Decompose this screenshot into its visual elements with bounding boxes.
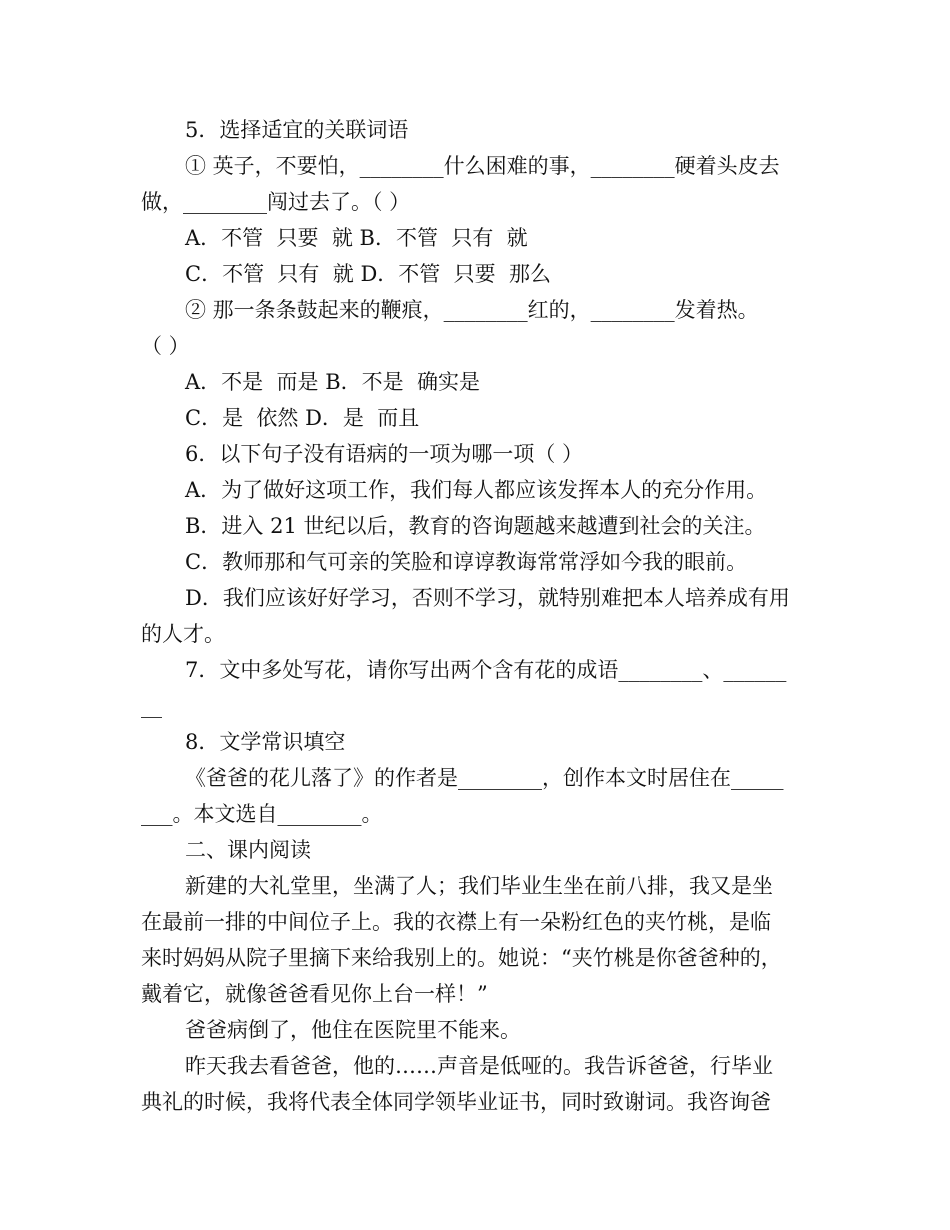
section-heading-reading: 二、课内阅读 [185, 838, 311, 862]
question-5-heading: 5．选择适宜的关联词语 [185, 118, 409, 142]
question-8-fill-in-continued: ___。本文选自________。 [141, 802, 383, 826]
question-8-fill-in: 《爸爸的花儿落了》的作者是________，创作本文时居住在_____ [185, 766, 784, 790]
question-5-item-1-options-cd: C．不管 只有 就 D．不管 只要 那么 [185, 262, 551, 286]
reading-paragraph-2: 爸爸病倒了，他住在医院里不能来。 [185, 1018, 521, 1042]
question-8-heading: 8．文学常识填空 [185, 730, 346, 754]
question-6-option-d: D．我们应该好好学习，否则不学习，就特别难把本人培养成有用 [185, 586, 790, 610]
reading-paragraph-1-line-4: 戴着它，就像爸爸看见你上台一样！” [141, 982, 488, 1006]
reading-paragraph-1-line-3: 来时妈妈从院子里摘下来给我别上的。她说：“夹竹桃是你爸爸种的， [141, 946, 782, 970]
question-6-heading: 6．以下句子没有语病的一项为哪一项（ ） [185, 442, 584, 466]
question-6-option-a: A．为了做好这项工作，我们每人都应该发挥本人的充分作用。 [185, 478, 768, 502]
question-6-option-b: B．进入 21 世纪以后，教育的咨询题越来越遭到社会的关注。 [185, 514, 766, 538]
reading-paragraph-3-line-1: 昨天我去看爸爸，他的……声音是低哑的。我告诉爸爸，行毕业 [185, 1054, 773, 1078]
question-5-item-2: ② 那一条条鼓起来的鞭痕，________红的，________发着热。 [185, 298, 759, 322]
question-7: 7．文中多处写花，请你写出两个含有花的成语________、______ [185, 658, 787, 682]
question-7-blank-continued: __ [141, 694, 162, 718]
reading-paragraph-1-line-2: 在最前一排的中间位子上。我的衣襟上有一朵粉红色的夹竹桃，是临 [141, 910, 771, 934]
question-5-item-1-options-ab: A．不管 只要 就 B．不管 只有 就 [185, 226, 528, 250]
question-5-item-2-options-ab: A．不是 而是 B．不是 确实是 [185, 370, 480, 394]
question-5-item-1: ① 英子，不要怕，________什么困难的事，________硬着头皮去 [185, 154, 780, 178]
question-6-option-d-continued: 的人才。 [141, 622, 225, 646]
question-5-item-1-continued: 做，________闯过去了。（ ） [141, 190, 411, 214]
reading-paragraph-1-line-1: 新建的大礼堂里，坐满了人；我们毕业生坐在前八排，我又是坐 [185, 874, 773, 898]
question-5-item-2-options-cd: C．是 依然 D．是 而且 [185, 406, 420, 430]
question-5-item-2-blank: （ ） [141, 334, 190, 358]
question-6-option-c: C．教师那和气可亲的笑脸和谆谆教诲常常浮如今我的眼前。 [185, 550, 748, 574]
reading-paragraph-3-line-2: 典礼的时候，我将代表全体同学领毕业证书，同时致谢词。我咨询爸 [141, 1090, 771, 1114]
